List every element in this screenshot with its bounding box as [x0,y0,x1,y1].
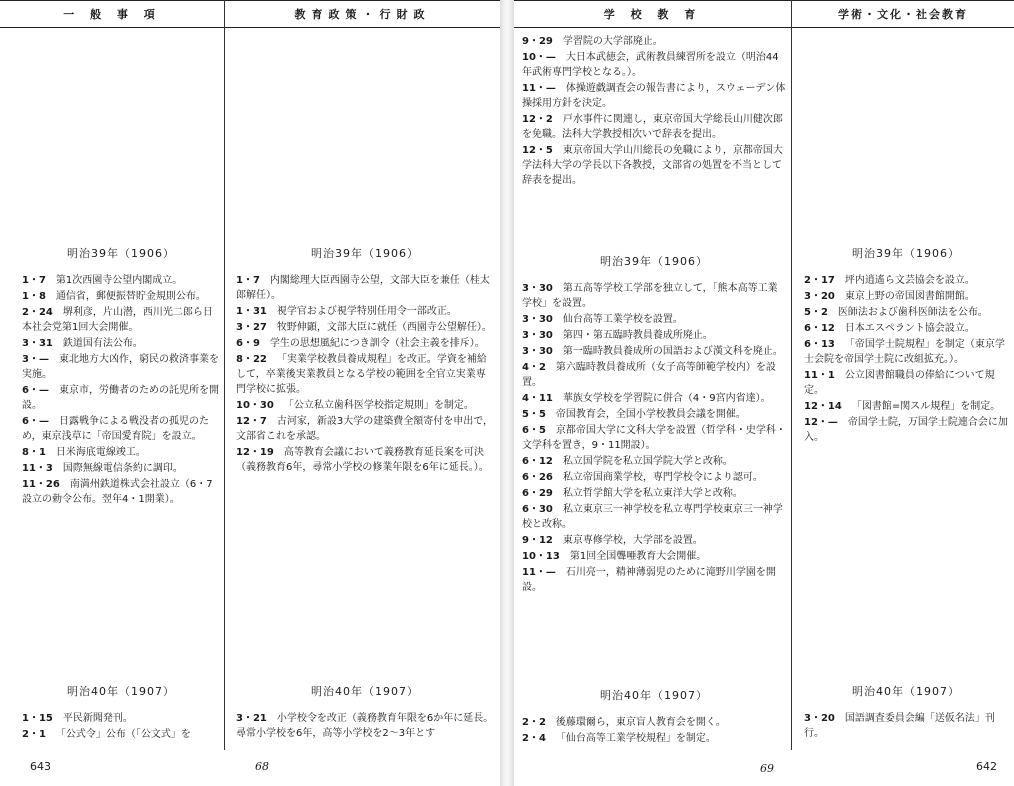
entry-text: 南満州鉄道株式会社設立（6・7設立の勅令公布。翌年4・1開業）。 [22,479,213,505]
timeline-entry [22,727,220,742]
entry-text: 日露戦争による戦没者の孤児のため，東京浅草に「帝国愛育院」を設立。 [22,416,209,442]
entry-date: 12・14 [804,401,842,412]
entry-date: 12・2 [522,114,553,125]
book-gutter [500,0,514,786]
entry-date: 9・12 [522,535,553,546]
timeline-entry [22,414,220,444]
era-label: 明治39年（1906） [67,247,175,260]
column-divider [224,0,225,750]
entry-text: 学習院の大学部廃止。 [562,36,663,47]
era-label: 明治40年（1907） [311,685,419,698]
column-divider [791,0,792,750]
entry-date: 3・— [22,354,49,365]
entry-text: 東京上野の帝国図書館開館。 [844,291,975,302]
entry-text: 坪内逍遙ら文芸協会を設立。 [844,275,975,286]
page-number-inner-right: 69 [760,762,774,775]
entry-text: 国語調査委員会編「送仮名法」刊行。 [804,713,995,739]
entry-date: 1・8 [22,291,46,302]
entry-date: 3・30 [522,330,553,341]
entry-text: 私立東京三一神学校を私立専門学校東京三一神学校と改称。 [522,504,783,530]
policy-era40-column [236,684,494,742]
entry-text: 「公式令」公布（「公文式」を [55,729,191,740]
timeline-entry [236,414,494,444]
timeline-entry [804,289,1008,304]
entry-text: 私立哲学館大学を私立東洋大学と改称。 [562,488,743,499]
entry-date: 11・1 [804,370,835,381]
timeline-entry [522,143,786,188]
entry-date: 11・3 [22,463,53,474]
entry-text: 東京市，労働者のための託児所を開設。 [22,385,219,411]
timeline-entry [522,715,786,730]
timeline-entry [522,391,786,406]
entry-date: 10・30 [236,400,274,411]
culture-era39-column [804,246,1008,446]
timeline-entry [236,273,494,303]
timeline-entry [804,337,1008,367]
entry-date: 3・20 [804,291,835,302]
entry-date: 11・26 [22,479,60,490]
entry-date: 12・5 [522,145,553,156]
timeline-entry [804,273,1008,288]
entry-text: 体操遊戯調査会の報告書により，スウェーデン体操採用方針を決定。 [522,83,786,109]
entry-date: 6・26 [522,472,553,483]
timeline-entry [522,533,786,548]
timeline-entry [522,549,786,564]
school-era39-column [522,254,786,596]
entry-date: 6・13 [804,339,835,350]
timeline-entry [236,336,494,351]
entry-date: 12・— [804,417,838,428]
entry-text: 第一臨時教員養成所の国語および漢文科を廃止。 [562,346,783,357]
entry-date: 3・21 [236,713,267,724]
entry-date: 1・15 [22,713,53,724]
entry-date: 6・5 [522,425,546,436]
timeline-entry [22,305,220,335]
header-policy: 教育政策・行財政 [225,0,500,28]
timeline-entry [236,352,494,397]
timeline-entry [22,461,220,476]
entry-text: 華族女学校を学習院に併合（4・9宮内省達）。 [562,393,771,404]
entry-date: 6・12 [522,456,553,467]
entry-date: 4・11 [522,393,553,404]
entry-date: 12・19 [236,447,274,458]
entry-text: 日米海底電線竣工。 [55,447,146,458]
entry-text: 視学官および視学特別任用令一部改正。 [276,306,457,317]
era-label: 明治39年（1906） [852,247,960,260]
general-era40-column [22,684,220,743]
entry-text: 東京専修学校，大学部を設置。 [562,535,703,546]
timeline-entry [522,502,786,532]
entry-text: 内閣総理大臣西園寺公望，文部大臣を兼任（桂太郎解任）。 [236,275,490,301]
entry-date: 2・24 [22,307,53,318]
entry-text: 平民新聞発刊。 [62,713,133,724]
school-top-list [522,34,786,188]
timeline-entry [522,50,786,80]
timeline-entry [236,304,494,319]
entry-date: 3・31 [22,338,53,349]
entry-text: 牧野伸顕，文部大臣に就任（西園寺公望解任）。 [276,322,492,333]
timeline-entry [804,399,1008,414]
culture39-list [804,273,1008,445]
entry-text: 仙台高等工業学校を設置。 [562,314,683,325]
page-number-left: 643 [30,760,51,773]
entry-text: 日本エスペラント協会設立。 [844,323,975,334]
entry-text: 小学校令を改正（義務教育年限を6か年に延長。尋常小学校を6年，高等小学校を2～3年とす [236,713,494,739]
timeline-entry [804,321,1008,336]
timeline-entry [236,320,494,335]
timeline-entry [804,368,1008,398]
entry-date: 1・7 [236,275,260,286]
general-era39-column [22,246,220,508]
entry-text: 私立帝国商業学校，専門学校令により認可。 [562,472,763,483]
entry-text: 医師法および歯科医師法を公布。 [837,307,988,318]
timeline-entry [236,445,494,475]
culture-era40-column [804,684,1008,742]
entry-text: 第四・第五臨時教員養成所廃止。 [562,330,713,341]
entry-text: 京都帝国大学に文科大学を設置（哲学科・史学科・文学科を置き，9・11開設）。 [522,425,786,451]
entry-date: 11・— [522,83,556,94]
entry-date: 4・2 [522,362,546,373]
culture40-list [804,711,1008,741]
header-general: 一 般 事 項 [0,0,224,28]
timeline-entry [22,383,220,413]
entry-date: 10・— [522,52,556,63]
entry-text: 「実業学校教員養成規程」を改正。学資を補給して，卒業後実業教員となる学校の範囲を全官立実業専門学校に拡張。 [236,354,487,395]
entry-date: 5・2 [804,307,828,318]
entry-text: 帝国学士院，万国学士院連合会に加入。 [804,417,1008,443]
timeline-entry [804,711,1008,741]
timeline-entry [236,398,494,413]
right-page [514,0,1014,786]
entry-text: 後藤環爾ら，東京盲人教育会を開く。 [555,717,726,728]
timeline-entry [522,360,786,390]
entry-date: 1・31 [236,306,267,317]
entry-text: 鉄道国有法公布。 [62,338,143,349]
entry-date: 8・22 [236,354,267,365]
timeline-entry [236,711,494,741]
entry-date: 12・7 [236,416,267,427]
entry-text: 第1次西園寺公望内閣成立。 [55,275,183,286]
entry-text: 「帝国学士院規程」を制定（東京学士会院を帝国学士院に改組拡充。）。 [804,339,1005,365]
entry-text: 通信省，郵便振替貯金規則公布。 [55,291,206,302]
entry-text: 国際無線電信条約に調印。 [62,463,183,474]
entry-date: 2・1 [22,729,46,740]
entry-text: 学生の思想風紀につき訓令（社会主義を排斥）。 [269,338,485,349]
entry-text: 公立図書館職員の俸給について規定。 [804,370,995,396]
policy-era39-column [236,246,494,476]
timeline-entry [804,415,1008,445]
timeline-entry [522,328,786,343]
timeline-entry [522,281,786,311]
entry-text: 東京帝国大学山川総長の免職により，京都帝国大学法科大学の学長以下各教授，文部省の処置を不当として辞表を提出。 [522,145,783,186]
entry-text: 「公立私立歯科医学校指定規則」を制定。 [283,400,474,411]
timeline-entry [22,445,220,460]
entry-date: 8・1 [22,447,46,458]
entry-text: 「図書館=関スル規程」を制定。 [851,401,1001,412]
entry-date: 3・27 [236,322,267,333]
entry-date: 3・30 [522,346,553,357]
timeline-entry [804,305,1008,320]
timeline-entry [22,289,220,304]
entry-date: 3・30 [522,283,553,294]
timeline-entry [22,336,220,351]
entry-date: 6・— [22,416,49,427]
entry-text: 古河家，新設3大学の建築費全額寄付を申出で，文部省これを承認。 [236,416,494,442]
entry-text: 私立国学院を私立国学院大学と改称。 [562,456,733,467]
timeline-entry [522,34,786,49]
policy39-list [236,273,494,475]
entry-text: 「仙台高等工業学校規程」を制定。 [555,733,716,744]
timeline-entry [22,352,220,382]
entry-date: 1・7 [22,275,46,286]
entry-text: 東北地方大凶作，窮民の救済事業を実施。 [22,354,219,380]
entry-text: 第1回全国聾唖教育大会開催。 [569,551,707,562]
timeline-entry [522,565,786,595]
timeline-entry [522,344,786,359]
entry-text: 高等教育会議において義務教育延長案を可決（義務教育6年，尋常小学校の修業年限を6年に延長。）。 [236,447,489,473]
entry-date: 6・9 [236,338,260,349]
era-label: 明治39年（1906） [600,255,708,268]
timeline-entry [522,470,786,485]
entry-date: 5・5 [522,409,546,420]
era-label: 明治39年（1906） [311,247,419,260]
entry-text: 帝国教育会，全国小学校教員会議を開催。 [555,409,746,420]
entry-text: 第五高等学校工学部を独立して，「熊本高等工業学校」を設置。 [522,283,778,309]
entry-date: 2・17 [804,275,835,286]
timeline-entry [522,81,786,111]
entry-date: 2・4 [522,733,546,744]
entry-date: 10・13 [522,551,560,562]
school-era40-column [522,688,786,747]
general39-list [22,273,220,507]
timeline-entry [522,407,786,422]
entry-date: 6・30 [522,504,553,515]
school39-list [522,281,786,595]
timeline-entry [522,312,786,327]
header-culture: 学術・文化・社会教育 [792,0,1014,28]
entry-date: 2・2 [522,717,546,728]
page-number-inner-left: 68 [255,760,269,773]
entry-text: 堺利彦，片山潜，西川光二郎ら日本社会党第1回大会開催。 [22,307,213,333]
timeline-entry [522,423,786,453]
timeline-entry [522,454,786,469]
entry-date: 6・— [22,385,49,396]
entry-text: 大日本武徳会，武術教員練習所を設立（明治44年武術専門学校となる。）。 [522,52,779,78]
entry-text: 石川亮一，精神薄弱児のために滝野川学園を開設。 [522,567,776,593]
general40-list [22,711,220,742]
school40-list [522,715,786,746]
era-label: 明治40年（1907） [600,689,708,702]
page-number-right: 642 [976,760,997,773]
timeline-entry [522,486,786,501]
timeline-entry [522,112,786,142]
header-school: 学 校 教 育 [514,0,791,28]
timeline-entry [22,273,220,288]
entry-date: 3・30 [522,314,553,325]
policy40-list [236,711,494,741]
entry-date: 9・29 [522,36,553,47]
school-top-column [522,34,786,189]
timeline-entry [22,477,220,507]
entry-text: 第六臨時教員養成所（女子高等師範学校内）を設置。 [522,362,776,388]
era-label: 明治40年（1907） [67,685,175,698]
left-page [0,0,500,786]
entry-date: 11・— [522,567,556,578]
entry-date: 3・20 [804,713,835,724]
entry-text: 戸水事件に関連し，東京帝国大学総長山川健次郎を免職。法科大学教授相次いで辞表を提出。 [522,114,783,140]
entry-date: 6・29 [522,488,553,499]
entry-date: 6・12 [804,323,835,334]
timeline-entry [522,731,786,746]
timeline-entry [22,711,220,726]
era-label: 明治40年（1907） [852,685,960,698]
